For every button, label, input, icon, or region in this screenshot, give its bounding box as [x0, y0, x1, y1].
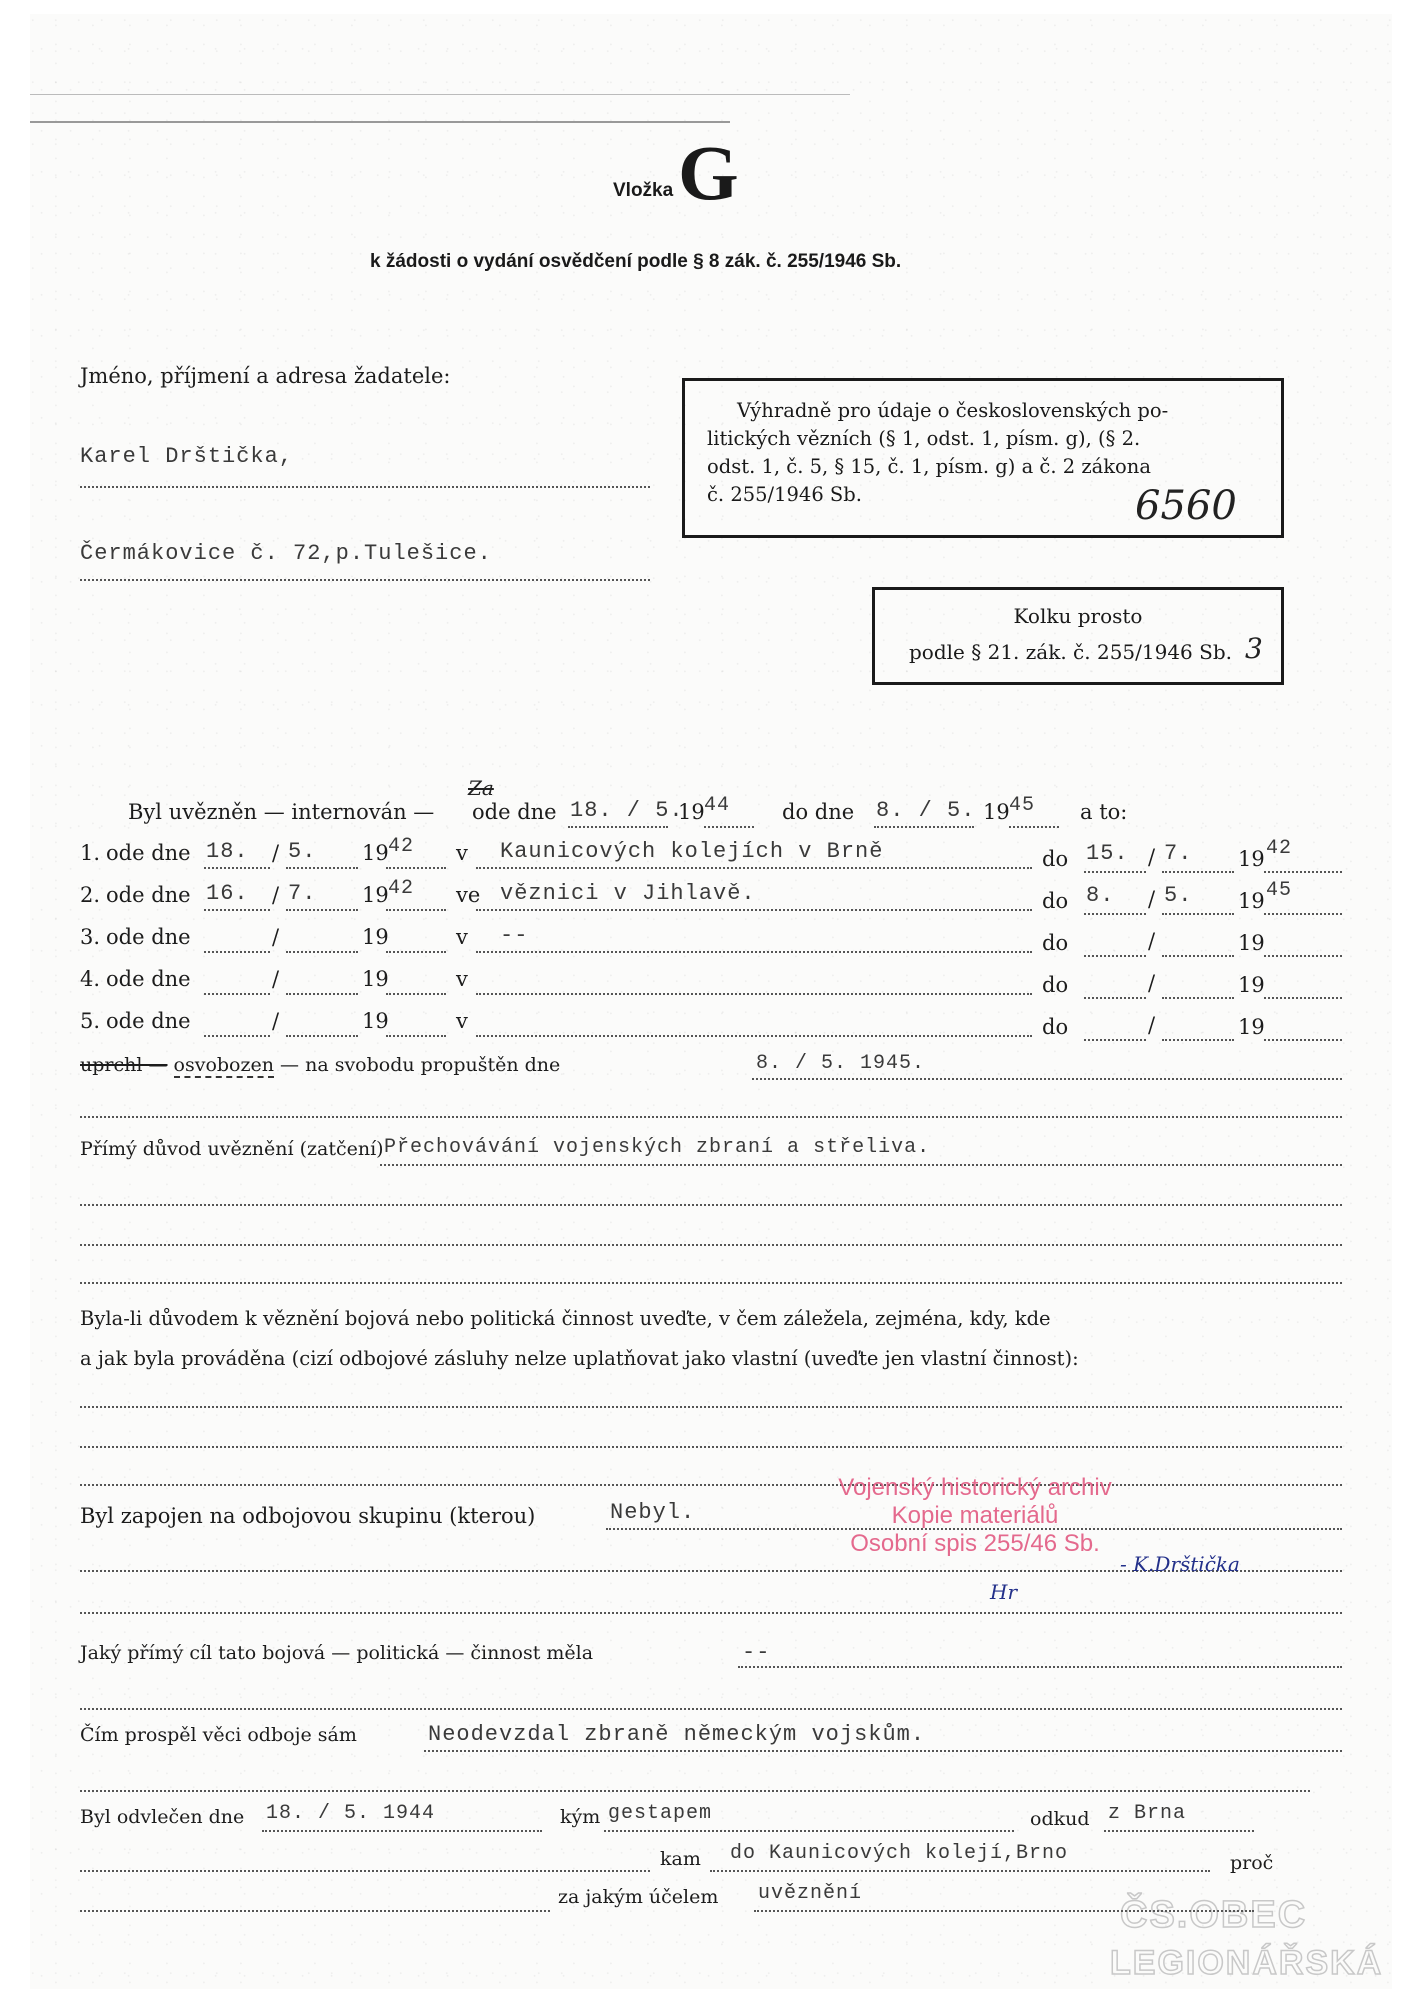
contribution-line — [424, 1750, 1342, 1752]
row-place: -- — [500, 923, 529, 948]
archive-stamp — [790, 1474, 1160, 1558]
imprisoned-label: Byl uvězněn — internován — — [128, 800, 435, 824]
row-from-day-line — [204, 867, 270, 869]
row-to-year-line — [1264, 997, 1342, 999]
row-year-prefix: 19 — [362, 967, 389, 991]
row-place-line — [476, 909, 1032, 911]
row-number: 5. — [80, 1009, 101, 1033]
row-do-label: do — [1042, 931, 1069, 955]
release-line — [80, 1054, 560, 1076]
row-year-prefix: 19 — [1238, 889, 1265, 913]
by-whom-label: kým — [560, 1806, 601, 1828]
row-place-line — [476, 1035, 1032, 1037]
row-from-day-line — [204, 951, 270, 953]
goal-label: Jaký přímý cíl tato bojová — politická — činnost měla — [80, 1642, 594, 1664]
row-to-year-line — [1264, 913, 1342, 915]
row-to-month: 7. — [1164, 841, 1193, 866]
activity-line — [80, 1406, 1342, 1408]
from-date: 18. / 5. — [570, 798, 684, 823]
handwritten-initials: Hr — [990, 1580, 1018, 1604]
date-separator: / — [272, 841, 280, 865]
row-year-prefix: 19 — [362, 1009, 389, 1033]
applicant-address-line — [80, 579, 650, 581]
form-subtitle: k žádosti o vydání osvědčení podle § 8 zák. č. 255/1946 Sb. — [370, 251, 902, 272]
purpose-label: za jakým účelem — [558, 1886, 719, 1908]
group-value: Nebyl. — [610, 1500, 696, 1525]
contribution-value: Neodevzdal zbraně německým vojskům. — [428, 1722, 926, 1747]
blank-line — [80, 1244, 1342, 1246]
blank-line — [80, 1910, 550, 1912]
selected-option-liberated: osvobozen — [173, 1054, 274, 1076]
row-from-year: 42 — [388, 877, 415, 900]
row-place-prefix: v — [456, 925, 468, 949]
to-where-label: kam — [660, 1848, 701, 1870]
row-to-year-line — [1264, 955, 1342, 957]
row-year-prefix: 19 — [362, 925, 389, 949]
row-to-day-line — [1084, 1039, 1146, 1041]
goal-value: -- — [742, 1640, 771, 1665]
to-where-value: do Kaunicových kolejí,Brno — [730, 1842, 1069, 1865]
row-to-day: 8. — [1086, 883, 1115, 908]
activity-question-line2: a jak byla prováděna (cizí odbojové zásluhy nelze uplatňovat jako vlastní (uveďte jen vlastní činnost): — [80, 1347, 1079, 1370]
row-to-month-line — [1162, 1039, 1234, 1041]
row-to-month-line — [1162, 871, 1234, 873]
row-from-year-line — [386, 909, 446, 911]
release-date: 8. / 5. 1945. — [756, 1052, 926, 1075]
goal-line — [738, 1666, 1342, 1668]
row-do-label: do — [1042, 973, 1069, 997]
row-number: 3. — [80, 925, 101, 949]
year-prefix: 19 — [983, 800, 1010, 824]
insert-letter: G — [678, 129, 739, 216]
row-from-month-line — [286, 951, 358, 953]
blank-line — [80, 1870, 650, 1872]
handwritten-file-number: 6560 — [1135, 483, 1237, 529]
applicant-name-line — [80, 486, 650, 488]
date-separator: / — [1148, 1013, 1156, 1037]
from-date-line — [568, 826, 668, 828]
row-to-month-line — [1162, 997, 1234, 999]
from-where-line — [1104, 1830, 1254, 1832]
row-ode-dne-label: ode dne — [106, 925, 191, 949]
reason-line — [380, 1164, 1342, 1166]
row-year-prefix: 19 — [1238, 1015, 1265, 1039]
row-from-year-line — [386, 867, 446, 869]
stamp-line2: Kopie materiálů — [891, 1502, 1059, 1529]
release-label: — na svobodu propuštěn dne — [280, 1054, 561, 1076]
info-box-line: litických vězních (§ 1, odst. 1, písm. g), (§ 2. — [707, 427, 1141, 450]
row-place-line — [476, 993, 1032, 995]
row-year-prefix: 19 — [1238, 973, 1265, 997]
stamp-line1: Vojenský historický archiv — [838, 1474, 1112, 1501]
to-year: 45 — [1009, 794, 1036, 817]
row-from-day: 18. — [206, 839, 249, 864]
to-where-line — [710, 1870, 1210, 1872]
info-box-line: odst. 1, č. 5, § 15, č. 1, písm. g) a č. 2 zákona — [707, 455, 1151, 478]
date-separator: / — [1148, 887, 1156, 911]
row-from-day-line — [204, 1035, 270, 1037]
date-separator: / — [272, 925, 280, 949]
to-date-line — [874, 826, 974, 828]
row-to-year-line — [1264, 1039, 1342, 1041]
info-box-line: č. 255/1946 Sb. — [707, 483, 862, 506]
row-to-year: 45 — [1266, 879, 1293, 902]
applicant-address: Čermákovice č. 72,p.Tulešice. — [80, 541, 492, 566]
row-from-month: 5. — [288, 839, 317, 864]
row-from-year: 42 — [388, 835, 415, 858]
row-number: 4. — [80, 967, 101, 991]
row-from-month-line — [286, 909, 358, 911]
date-separator: / — [1148, 971, 1156, 995]
purpose-value: uvěznění — [758, 1882, 863, 1905]
stamp-fee-box — [872, 587, 1284, 685]
ode-dne-label: ode dne — [472, 800, 557, 824]
blank-line — [80, 1708, 1342, 1710]
row-year-prefix: 19 — [1238, 847, 1265, 871]
struck-option-escaped: uprchl — — [80, 1054, 168, 1076]
why-label: proč — [1230, 1852, 1274, 1874]
row-year-prefix: 19 — [1238, 931, 1265, 955]
watermark-line2: LEGIONÁŘSKÁ — [1110, 1944, 1384, 1982]
row-year-prefix: 19 — [362, 883, 389, 907]
row-do-label: do — [1042, 847, 1069, 871]
row-place-line — [476, 867, 1032, 869]
row-to-day-line — [1084, 871, 1146, 873]
row-ode-dne-label: ode dne — [106, 967, 191, 991]
row-to-year-line — [1264, 871, 1342, 873]
blank-line — [80, 1612, 1342, 1614]
scan-artifact-line — [30, 94, 850, 95]
watermark-line1: ČS.OBEC — [1120, 1894, 1308, 1936]
row-to-day: 15. — [1086, 841, 1129, 866]
row-place-prefix: v — [456, 967, 468, 991]
row-from-day-line — [204, 909, 270, 911]
row-to-month-line — [1162, 955, 1234, 957]
row-do-label: do — [1042, 1015, 1069, 1039]
fee-box-line1: Kolku prosto — [1013, 604, 1143, 628]
row-ode-dne-label: ode dne — [106, 1009, 191, 1033]
blank-line — [80, 1282, 1342, 1284]
date-separator: / — [1148, 845, 1156, 869]
row-place-line — [476, 951, 1032, 953]
date-separator: / — [272, 883, 280, 907]
from-year-line — [704, 826, 754, 828]
row-place: věznici v Jihlavě. — [500, 881, 756, 906]
handwritten-name: - K.Drštička — [1120, 1552, 1240, 1576]
insert-label: Vložka — [613, 180, 674, 201]
row-to-day-line — [1084, 955, 1146, 957]
applicant-label: Jméno, příjmení a adresa žadatele: — [80, 364, 451, 388]
reason-value: Přechovávání vojenských zbraní a střeliva. — [384, 1136, 931, 1159]
row-ode-dne-label: ode dne — [106, 841, 191, 865]
row-from-year-line — [386, 993, 446, 995]
to-year-line — [1009, 826, 1059, 828]
activity-line — [80, 1446, 1342, 1448]
crossed-out-handwriting: Za — [468, 776, 494, 800]
blank-line — [80, 1204, 1342, 1206]
row-from-day-line — [204, 993, 270, 995]
row-from-year-line — [386, 951, 446, 953]
date-separator: / — [272, 967, 280, 991]
contribution-label: Čím prospěl věci odboje sám — [80, 1724, 357, 1746]
do-dne-label: do dne — [782, 800, 855, 824]
blank-line — [80, 1116, 1342, 1118]
row-from-month-line — [286, 1035, 358, 1037]
row-from-year-line — [386, 1035, 446, 1037]
row-place-prefix: v — [456, 1009, 468, 1033]
blank-line — [80, 1790, 1310, 1792]
row-to-month: 5. — [1164, 883, 1193, 908]
political-prisoner-info-box — [682, 378, 1284, 538]
by-whom-line — [604, 1830, 1014, 1832]
document-page — [30, 14, 1392, 1989]
row-from-month: 7. — [288, 881, 317, 906]
row-from-month-line — [286, 867, 358, 869]
deported-label: Byl odvlečen dne — [80, 1806, 245, 1828]
stamp-line3: Osobní spis 255/46 Sb. — [850, 1530, 1100, 1557]
row-to-month-line — [1162, 913, 1234, 915]
row-to-day-line — [1084, 997, 1146, 999]
date-separator: / — [1148, 929, 1156, 953]
row-to-day-line — [1084, 913, 1146, 915]
handwritten-mark: 3 — [1245, 632, 1263, 665]
row-do-label: do — [1042, 889, 1069, 913]
row-number: 2. — [80, 883, 101, 907]
by-whom-value: gestapem — [608, 1802, 713, 1825]
scan-artifact-line — [30, 121, 730, 123]
row-place-prefix: ve — [456, 883, 481, 907]
from-where-label: odkud — [1030, 1808, 1090, 1830]
deported-date: 18. / 5. 1944 — [266, 1802, 436, 1825]
reason-label: Přímý důvod uvěznění (zatčení) — [80, 1138, 384, 1160]
applicant-name: Karel Drštička, — [80, 444, 294, 469]
release-date-line — [752, 1078, 1342, 1080]
activity-question-line1: Byla-li důvodem k věznění bojová nebo politická činnost uveďte, v čem záležela, zejména, kdy, kde — [80, 1307, 1051, 1330]
info-box-line: Výhradně pro údaje o československých po- — [737, 399, 1169, 422]
row-from-month-line — [286, 993, 358, 995]
date-separator: / — [272, 1009, 280, 1033]
row-place-prefix: v — [456, 841, 468, 865]
purpose-line — [754, 1910, 1254, 1912]
fee-box-line2: podle § 21. zák. č. 255/1946 Sb. — [909, 640, 1232, 664]
row-number: 1. — [80, 841, 101, 865]
deported-date-line — [262, 1830, 542, 1832]
from-where-value: z Brna — [1108, 1802, 1187, 1825]
a-to-label: a to: — [1080, 800, 1128, 824]
row-year-prefix: 19 — [362, 841, 389, 865]
to-date: 8. / 5. — [876, 798, 976, 823]
row-ode-dne-label: ode dne — [106, 883, 191, 907]
row-from-day: 16. — [206, 881, 249, 906]
from-year: 44 — [704, 794, 731, 817]
row-place: Kaunicových kolejích v Brně — [500, 839, 884, 864]
year-prefix: 19 — [678, 800, 705, 824]
group-label: Byl zapojen na odbojovou skupinu (kterou) — [80, 1504, 536, 1528]
row-to-year: 42 — [1266, 837, 1293, 860]
